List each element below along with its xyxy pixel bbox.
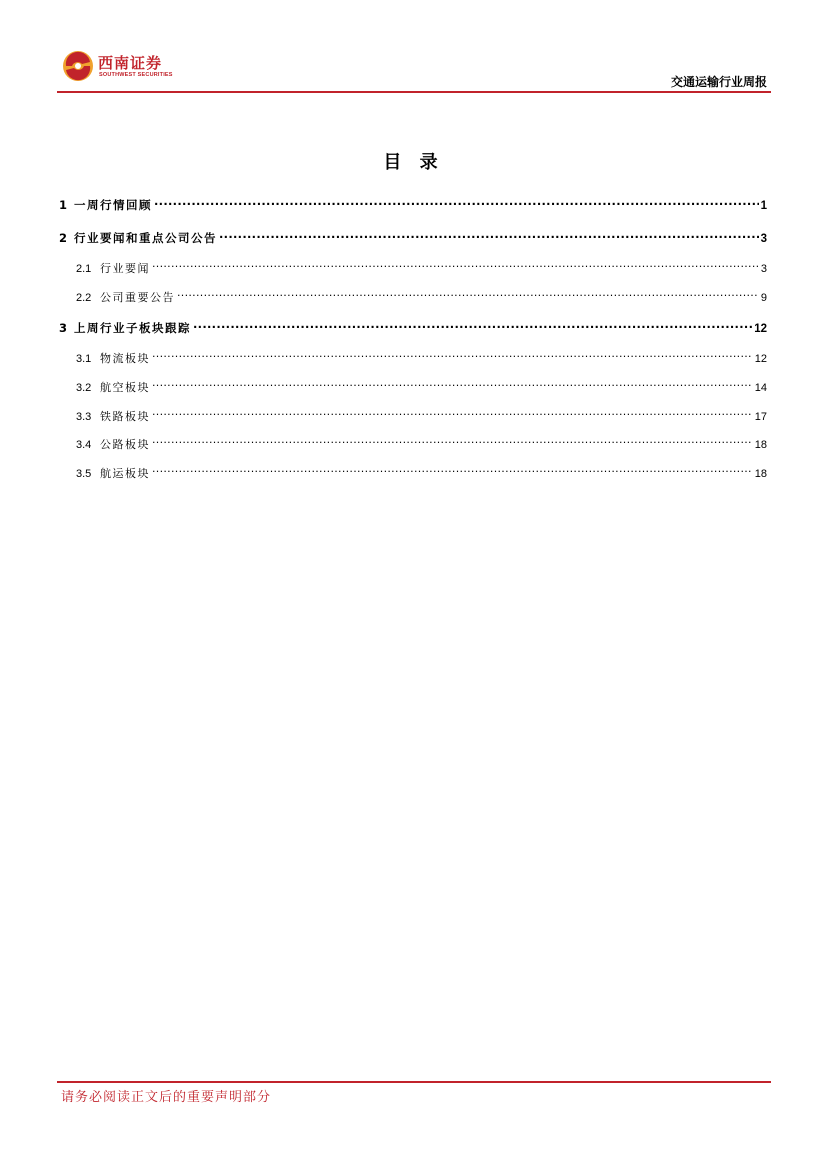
toc-entry-label: 航运板块 <box>100 467 150 480</box>
toc-entry-number: 1 <box>59 198 68 212</box>
toc-entry-number: 3.5 <box>76 468 92 480</box>
logo-chinese-name: 西南证券 <box>98 54 163 72</box>
toc-entry-page: 12 <box>754 353 767 365</box>
toc-entry-label: 一周行情回顾 <box>74 198 152 212</box>
disclaimer-note: 请务必阅读正文后的重要声明部分 <box>61 1090 272 1105</box>
toc-entry-2-1[interactable] <box>59 258 767 277</box>
toc-entry-label: 铁路板块 <box>100 410 150 423</box>
toc-entry-label: 航空板块 <box>100 381 150 394</box>
header-divider <box>57 91 771 93</box>
toc-leader-dots <box>152 406 753 420</box>
toc-entry-3-1[interactable] <box>59 348 767 367</box>
toc-entry-page: 9 <box>760 292 767 304</box>
toc-entry-3-3[interactable] <box>59 406 767 425</box>
page-header <box>0 0 827 100</box>
report-type: 交通运输行业周报 <box>670 75 767 89</box>
toc-entry-label: 物流板块 <box>100 352 150 365</box>
toc-entry-label: 行业要闻和重点公司公告 <box>74 231 217 245</box>
toc-leader-dots <box>177 287 759 301</box>
toc-entry-number: 2 <box>59 231 68 245</box>
toc-entry-page: 1 <box>760 200 767 212</box>
toc-entry-page: 3 <box>760 233 767 245</box>
toc-entry-3[interactable] <box>59 318 767 337</box>
toc-entry-2-2[interactable] <box>59 287 767 306</box>
toc-entry-1[interactable] <box>59 195 767 214</box>
toc-entry-3-4[interactable] <box>59 434 767 453</box>
toc-entry-label: 公路板块 <box>100 438 150 451</box>
toc-entry-3-5[interactable] <box>59 463 767 482</box>
toc-entry-page: 14 <box>754 382 767 394</box>
toc-leader-dots <box>152 463 753 477</box>
toc-entry-number: 2.2 <box>76 292 92 304</box>
toc-leader-dots <box>152 258 759 272</box>
toc-entry-label: 行业要闻 <box>100 262 150 275</box>
toc-entry-number: 2.1 <box>76 263 92 275</box>
toc-entry-number: 3.3 <box>76 411 92 423</box>
footer-divider <box>57 1081 771 1083</box>
toc-entry-number: 3.2 <box>76 382 92 394</box>
toc-leader-dots <box>219 228 759 242</box>
toc-entry-label: 上周行业子板块跟踪 <box>74 321 191 335</box>
toc-entry-label: 公司重要公告 <box>100 291 175 304</box>
toc-entry-3-2[interactable] <box>59 377 767 396</box>
toc-leader-dots <box>152 434 753 448</box>
logo-emblem-icon <box>62 50 94 82</box>
toc-leader-dots <box>193 318 752 332</box>
toc-entry-page: 3 <box>760 263 767 275</box>
toc-entry-2[interactable] <box>59 228 767 247</box>
toc-entry-number: 3.4 <box>76 439 92 451</box>
toc-leader-dots <box>154 195 759 209</box>
toc-entry-number: 3 <box>59 321 68 335</box>
toc-leader-dots <box>152 348 753 362</box>
toc-entry-page: 18 <box>754 439 767 451</box>
company-logo <box>62 50 172 84</box>
toc-title: 目 录 <box>383 152 444 173</box>
toc-entry-page: 12 <box>754 323 767 335</box>
toc-entry-page: 18 <box>754 468 767 480</box>
toc-entry-number: 3.1 <box>76 353 92 365</box>
toc-entry-page: 17 <box>754 411 767 423</box>
toc-leader-dots <box>152 377 753 391</box>
logo-english-name: SOUTHWEST SECURITIES <box>99 72 173 78</box>
